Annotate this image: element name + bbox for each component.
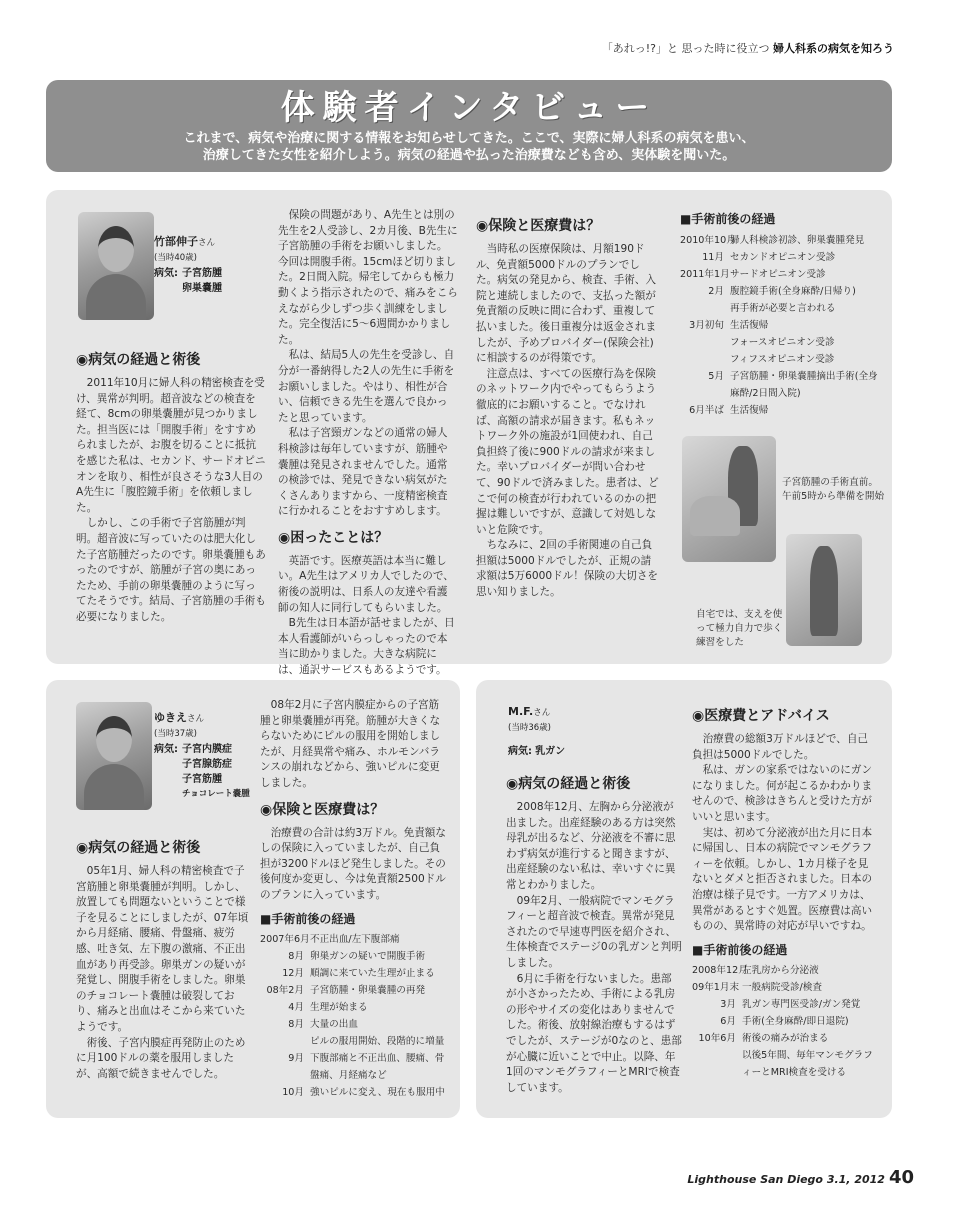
paragraph: 私は子宮頸ガンなどの通常の婦人科検診は毎年していますが、筋腫や嚢腫は発見されませんでした。通常の検診では、発見できない病気がたくさんありますから、一度精密検査に行かれることをおすすめします。 bbox=[278, 427, 448, 518]
timeline-row: 8月 大量の出血 bbox=[288, 1019, 358, 1031]
paragraph: 治療費の合計は約3万ドル。免責額なしの保険に入っていましたが、自己負担が3200ドルほど発生しました。その後何度か変更し、今は免責額2500ドルのプランに入っています。 bbox=[260, 826, 446, 901]
paragraph: ちなみに、2回の手術関連の自己負担額は5000ドルでしたが、正規の請求額は5万6000ドル！保険の大切さを思い知りました。 bbox=[476, 539, 659, 599]
timeline-row: 2007年6月 不正出血/左下腹部痛 bbox=[260, 934, 400, 946]
honorific: さん bbox=[533, 708, 551, 718]
disease-item: 子宮内膜症 bbox=[182, 744, 232, 755]
paragraph: 術後、子宮内膜症再発防止のために月100ドルの薬を服用しましたが、高額で続きませんでした。 bbox=[76, 1036, 246, 1080]
photo-caption-2: 自宅では、支えを使って極力自力で歩く練習をした bbox=[696, 609, 783, 648]
timeline-row: 10月 強いピルに変え、現在も服用中 bbox=[282, 1087, 445, 1099]
interview-panel-1 bbox=[46, 190, 892, 677]
paragraph: 08年2月に子宮内膜症からの子宮筋腫と卵巣嚢腫が再発。筋腫が大きくならないためにピルの服用を開始しましたが、月経異常や痛み、ホルモンバランスの崩れなどから、強いピルに変更しました。 bbox=[260, 699, 441, 789]
portrait-photo bbox=[78, 212, 154, 320]
timeline-row: 2008年12月 左乳房から分泌液 bbox=[692, 965, 819, 977]
interview-panel-2 bbox=[46, 680, 460, 1118]
timeline-heading: ■手術前後の経過 bbox=[680, 212, 776, 226]
person-age: (当時40歳) bbox=[154, 253, 197, 263]
timeline-row: 08年2月 子宮筋腫・卵巣嚢腫の再発 bbox=[266, 985, 426, 997]
timeline-row: フォースオピニオン受診 bbox=[730, 336, 835, 348]
interview-panel-3 bbox=[476, 680, 892, 1118]
paragraph: 保険の問題があり、A先生とは別の先生を2人受診し、2カ月後、B先生に子宮筋腫の手術をお願いしました。今回は開腹手術。15cmほど切りました。2日間入院。帰宅してからも極力動くよう指示されたので、痛みをこらえながら少しずつ歩く訓練をしました。完全復活に5〜6週間かかりました。 bbox=[278, 209, 458, 346]
disease-item: 乳ガン bbox=[535, 746, 566, 757]
timeline-row: 09年1月末 一般病院受診/検査 bbox=[692, 982, 822, 994]
timeline-row: 再手術が必要と言われる bbox=[730, 302, 836, 314]
article-column-2 bbox=[278, 208, 458, 679]
person-age: (当時36歳) bbox=[508, 723, 551, 733]
page-number: 40 bbox=[888, 1167, 914, 1188]
honorific: さん bbox=[187, 714, 205, 724]
section-heading-cost: ◉保険と医療費は？ bbox=[476, 218, 601, 234]
paragraph: 実は、初めて分泌液が出た月に日本に帰国し、日本の病院でマンモグラフィーを依頼。しかし、1カ月様子を見ないとダメと拒否されました。日本の治療は様子見です。一方アメリカは、異常があるとすぐ処置。医療費は高いものの、異常時の対応が早いですね。 bbox=[692, 826, 873, 933]
timeline-heading: ■手術前後の経過 bbox=[692, 942, 788, 957]
profile-1 bbox=[154, 234, 264, 296]
paragraph: 6月に手術を行ないました。患部が小さかったため、手術による乳房の形やサイズの変化はありませんでした。術後、放射線治療もするはずでしたが、ステージが0なのと、患部が心臓に近いことで中止。以降、年1回のマンモグラフィーとMRIで検査しています。 bbox=[506, 972, 682, 1094]
timeline-row: 11月 セカンドオピニオン受診 bbox=[702, 251, 836, 263]
timeline-list bbox=[680, 232, 880, 419]
person-age: (当時37歳) bbox=[154, 729, 197, 739]
timeline-row: フィフスオピニオン受診 bbox=[730, 353, 835, 365]
paragraph: 2008年12月、左胸から分泌液が出ました。出産経験のある方は突然母乳が出るなど、分泌液を不審に思わず病気が進行すると聞きますが、出産経験のない私は、幸いすぐに異常とわかりました。 bbox=[506, 801, 676, 891]
paragraph: B先生は日本語が話せましたが、日本人看護師がいらっしゃったので本当に助かりました。大きな病院には、通訳サービスもあるようです。 bbox=[278, 617, 455, 677]
timeline-row: 8月 卵巣ガンの疑いで開腹手術 bbox=[288, 951, 426, 963]
timeline-row: 6月 手術(全身麻酔/即日退院) bbox=[720, 1016, 849, 1028]
person-name: M.F. bbox=[508, 705, 534, 718]
disease-label: 病気: bbox=[154, 744, 178, 755]
portrait-photo bbox=[76, 702, 152, 810]
paragraph: 私は、ガンの家系ではないのにガンになりました。何が起こるかわかりませんので、検診はきちんと受けた方がいいと思います。 bbox=[692, 764, 873, 823]
section-heading-trouble: ◉困ったことは？ bbox=[278, 529, 389, 546]
paragraph: しかし、この手術で子宮筋腫が判明。超音波に写っていたのは肥大化した子宮筋腫だったのです。卵巣嚢腫もあったのですが、筋腫が子宮の奥にあったため、手前の卵巣嚢腫のように写ってたそうです。結局、子宮筋腫の手術も必要になりました。 bbox=[76, 517, 266, 623]
profile-2 bbox=[154, 710, 254, 802]
timeline-row: 5月 子宮筋腫・卵巣嚢腫摘出手術(全身麻酔/2日間入院) bbox=[708, 370, 878, 399]
honorific: さん bbox=[198, 238, 216, 248]
paragraph: 09年2月、一般病院でマンモグラフィーと超音波で検査。異常が発見されたので早速専門医を紹介され、生体検査でステージ0の乳ガンと判明しました。 bbox=[506, 894, 682, 969]
article-column-1 bbox=[76, 342, 266, 626]
timeline-row: 6月半ば 生活復帰 bbox=[689, 404, 769, 416]
disease-label: 病気: bbox=[154, 268, 178, 279]
timeline-row: 4月 生理が始まる bbox=[288, 1002, 368, 1014]
section-heading-course: ◉病気の経過と術後 bbox=[506, 776, 631, 792]
timeline-list bbox=[260, 931, 446, 1101]
disease-item: 子宮腺筋症 bbox=[182, 759, 232, 770]
article-column-2 bbox=[260, 698, 446, 1101]
paragraph: 英語です。医療英語は本当に難しい。A先生はアメリカ人でしたので、術後の説明は、日系人の友達や看護師の知人に同行してもらいました。 bbox=[278, 554, 454, 614]
timeline-row: 以後5年間、毎年マンモグラフィーとMRI検査を受ける bbox=[742, 1050, 873, 1079]
paragraph: 2011年10月に婦人科の精密検査を受け、異常が判明。超音波などの検査を経て、8cmの卵巣嚢腫が見つかりました。担当医には「開腹手術」をすすめられましたが、お腹を切ることに抵抗を感じた私は、セカンド、サードオピニオンを取り、相性が良さそうな3人目のA先生に「腹腔鏡手術」を依頼しました。 bbox=[76, 377, 266, 514]
disease-item: チョコレート嚢腫 bbox=[182, 789, 250, 799]
disease-label: 病気: bbox=[508, 746, 532, 757]
timeline-row: 10年6月 術後の痛みが治まる bbox=[698, 1033, 829, 1045]
header-tagline bbox=[602, 40, 894, 56]
person-name: ゆきえ bbox=[154, 711, 187, 724]
article-column-3 bbox=[476, 208, 660, 601]
person-name: 竹部伸子 bbox=[154, 235, 198, 248]
timeline-column bbox=[680, 208, 880, 419]
article-column-2 bbox=[692, 698, 874, 1081]
interview-banner bbox=[46, 80, 892, 172]
page-footer bbox=[687, 1167, 914, 1188]
timeline-row: 2011年1月 サードオピニオン受診 bbox=[680, 268, 826, 280]
timeline-heading: ■手術前後の経過 bbox=[260, 911, 356, 926]
timeline-row: 2010年10月 婦人科検診初診、卵巣嚢腫発見 bbox=[680, 234, 865, 246]
section-heading-course: ◉病気の経過と術後 bbox=[76, 840, 201, 856]
disease-item: 子宮筋腫 bbox=[182, 774, 222, 785]
banner-lead-2: 治療してきた女性を紹介しよう。病気の経過や払った治療費なども含め、実体験を聞いた。 bbox=[202, 148, 736, 163]
paragraph: 治療費の総額3万ドルほどで、自己負担は5000ドルでした。 bbox=[692, 733, 869, 761]
section-heading-course: ◉病気の経過と術後 bbox=[76, 352, 201, 368]
disease-item: 子宮筋腫 bbox=[182, 268, 222, 279]
walking-photo bbox=[786, 534, 862, 646]
disease-item: 卵巣嚢腫 bbox=[182, 283, 222, 294]
publication-name: Lighthouse San Diego 3.1, 2012 bbox=[687, 1173, 885, 1186]
banner-title: 体験者インタビュー bbox=[280, 88, 658, 128]
article-column-1 bbox=[76, 830, 252, 1082]
section-heading-cost: ◉保険と医療費は？ bbox=[260, 801, 385, 818]
article-column-1 bbox=[506, 766, 682, 1096]
section-heading-advice: ◉医療費とアドバイス bbox=[692, 708, 830, 724]
paragraph: 注意点は、すべての医療行為を保険のネットワーク内でやってもらうよう徹底的にお願いすること。でなければ、高額の請求が届きます。私もネットワーク外の施設が1回使われ、自己負担終了後に900ドルの請求が来ました。幸いプロバイダーが問い合わせて、90ドルで済みました。患者は、どこで何の検査が行われているのかの把握は難しいですが、意識して対処しないと危険です。 bbox=[476, 367, 659, 536]
banner-lead-1: これまで、病気や治療に関する情報をお知らせしてきた。ここで、実際に婦人科系の病気を患い、 bbox=[183, 131, 755, 146]
photo-caption-1: 子宮筋腫の手術直前。午前5時から準備を開始 bbox=[782, 477, 885, 502]
timeline-list bbox=[692, 962, 874, 1081]
tagline-text: 「あれっ!?」と 思った時に役立つ bbox=[601, 42, 770, 55]
paragraph: 当時私の医療保険は、月額190ドル、免責額5000ドルのプランでした。病気の発見から、検査、手術、入院と連続しましたので、支払った額が免責額の反映に間に合わず、重複して払いました。後日重複分は返金されましたが、予めプロバイダー(保険会社)に相談するのが得策です。 bbox=[476, 243, 657, 365]
profile-3 bbox=[508, 704, 658, 759]
timeline-row: 12月 順調に来ていた生理が止まる bbox=[282, 968, 435, 980]
paragraph: 05年1月、婦人科の精密検査で子宮筋腫と卵巣嚢腫が判明。しかし、放置しても問題ないということで様子を見ることにしましたが、07年頃から月経痛、腰痛、骨盤痛、疲労感、吐き気、左下腹の激痛、不正出血があり再受診。卵巣ガンの疑いが発覚し、開腹手術をしました。卵巣のチョコレート嚢腫は破裂しており、痛みと出血はそこから来ていたようです。 bbox=[76, 865, 249, 1033]
timeline-row: 9月 下腹部痛と不正出血、腰痛、骨盤痛、月経痛など bbox=[288, 1053, 445, 1082]
timeline-row: 3月 乳ガン専門医受診/ガン発覚 bbox=[720, 999, 861, 1011]
timeline-row: 2月 腹腔鏡手術(全身麻酔/日帰り) bbox=[708, 285, 856, 297]
paragraph: 私は、結局5人の先生を受診し、自分が一番納得した2人の先生に手術をお願いしました。やはり、相性が合い、信頼できる先生を選んで良かったと思っています。 bbox=[278, 349, 455, 424]
hospital-photo bbox=[682, 436, 776, 562]
timeline-row: ピルの服用開始、段階的に増量 bbox=[310, 1036, 445, 1048]
series-title: 婦人科系の病気を知ろう bbox=[773, 42, 894, 55]
timeline-row: 3月初旬 生活復帰 bbox=[689, 319, 769, 331]
